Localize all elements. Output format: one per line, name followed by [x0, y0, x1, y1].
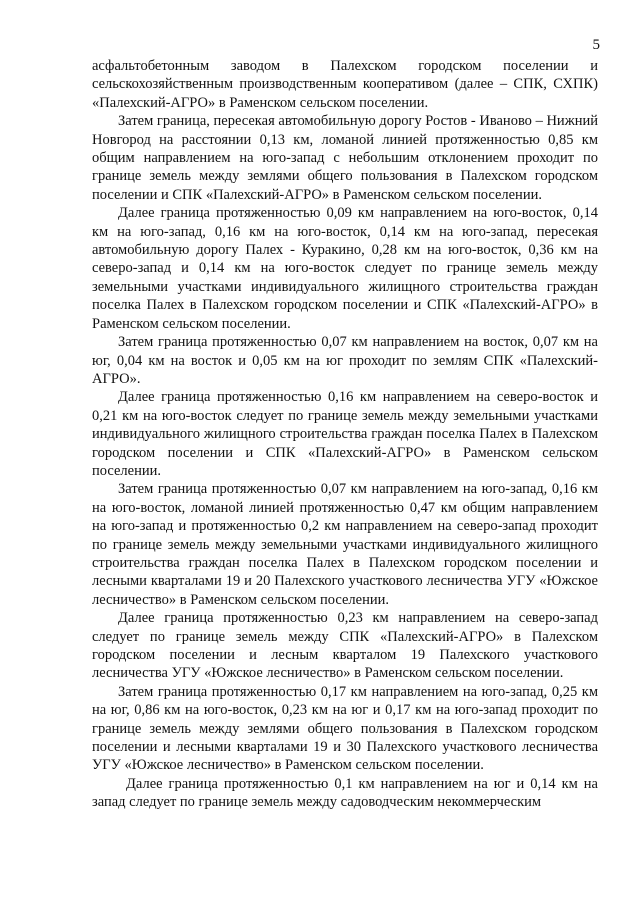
paragraph-continuation: асфальтобетонным заводом в Палехском городском поселении и сельскохозяйственным производственным кооперативом (далее – СПК, СХПК) «Палехский-АГРО» в Раменском сельском поселении. — [92, 58, 598, 111]
page-number: 5 — [592, 37, 600, 53]
paragraph: Затем граница протяженностью 0,07 км направлением на юго-запад, 0,16 км на юго-восток, ломаной линией протяженностью 0,47 км общим направлением на юго-запад и протяженностью 0,2 км направлением на северо-запад проходит по границе земель между земельными участками индивидуального жилищного строительства граждан поселка Палех в Палехском городском поселении и лесными кварталами 19 и 20 Палехского участкового лесничества УГУ «Южское лесничество» в Раменском сельском поселении. — [92, 481, 598, 608]
paragraph: Затем граница протяженностью 0,07 км направлением на восток, 0,07 км на юг, 0,04 км на восток и 0,05 км на юг проходит по землям СПК «Палехский-АГРО». — [92, 334, 598, 387]
paragraph: Далее граница протяженностью 0,09 км направлением на юго-восток, 0,14 км на юго-запад, 0,16 км на юго-восток, 0,14 км на юго-запад, пересекая автомобильную дорогу Палех - Куракино, 0,28 км на юго-восток, 0,36 км на северо-запад и 0,14 км на юго-восток следует по границе земель между земельными участками индивидуального жилищного строительства граждан поселка Палех в Палехском городском поселении и СПК «Палехский-АГРО» в Раменском сельском поселении. — [92, 205, 598, 332]
paragraph: Далее граница протяженностью 0,16 км направлением на северо-восток и 0,21 км на юго-восток следует по границе земель между земельными участками индивидуального жилищного строительства граждан поселка Палех в Палехском городском поселении и СПК «Палехский-АГРО» в Раменском сельском поселении. — [92, 389, 598, 479]
paragraph: Затем граница протяженностью 0,17 км направлением на юго-запад, 0,25 км на юг, 0,86 км на юго-восток, 0,23 км на юг и 0,17 км на юго-запад проходит по границе земель между землями общего пользования в Палехском городском поселении и лесными кварталами 19 и 30 Палехского участкового лесничества УГУ «Южское лесничество» в Раменском сельском поселении. — [92, 683, 598, 774]
paragraph: Далее граница протяженностью 0,23 км направлением на северо-запад следует по границе земель между СПК «Палехский-АГРО» в Палехском городском поселении и лесным кварталом 19 Палехского участкового лесничества УГУ «Южское лесничество» в Раменском сельском поселении. — [92, 610, 598, 682]
paragraph: Далее граница протяженностью 0,1 км направлением на юг и 0,14 км на запад следует по границе земель между садоводческим некоммерческим — [92, 775, 598, 811]
paragraph: Затем граница, пересекая автомобильную дорогу Ростов - Иваново – Нижний Новгород на расстоянии 0,13 км, ломаной линией протяженностью 0,85 км общим направлением на юго-запад с небольшим отклонением проходит по границе земель между землями общего пользования в Палехском городском поселении и СПК «Палехский-АГРО» в Раменском сельском поселении. — [92, 113, 598, 203]
document-body — [92, 57, 598, 812]
